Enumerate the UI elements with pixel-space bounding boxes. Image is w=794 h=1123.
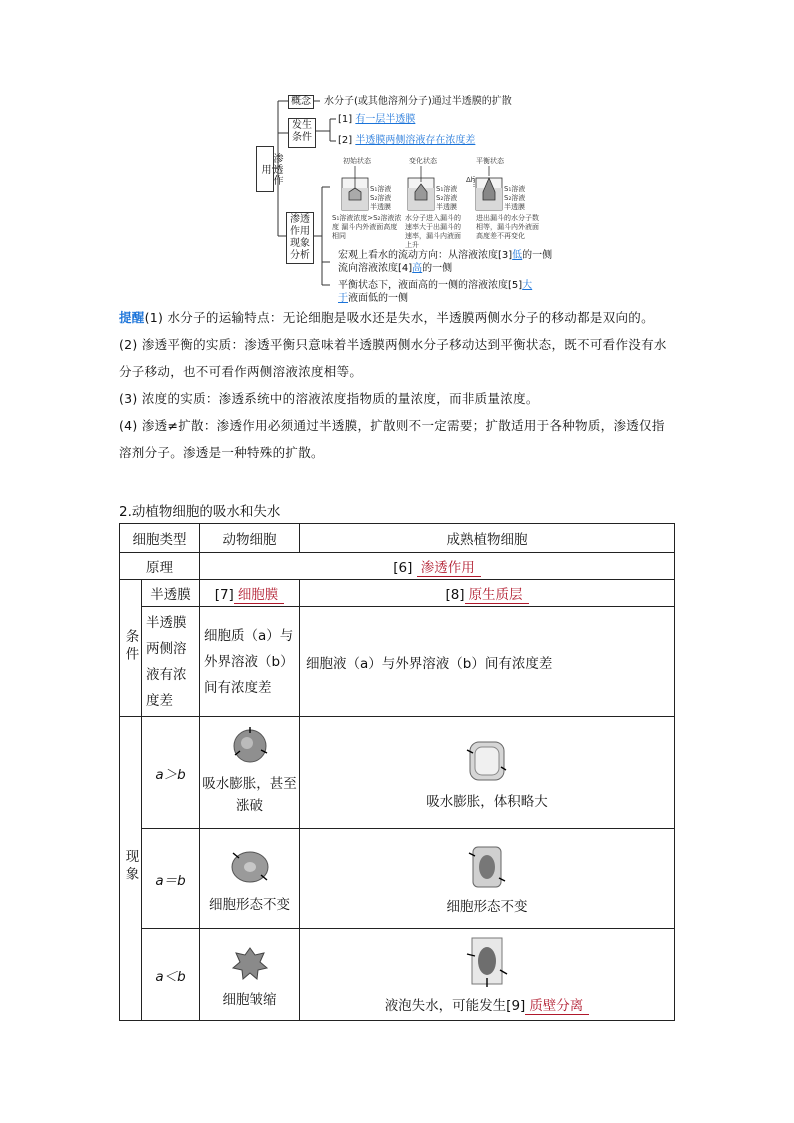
- macro-mid: 的一侧流向溶液浓度[4]: [338, 250, 553, 274]
- diff-label: 半透膜两侧溶液有浓度差: [142, 607, 200, 717]
- plant-plasmolysis-image: [465, 934, 509, 990]
- cond-a-gt-b: a＞b: [142, 717, 200, 829]
- balance-state: [338, 279, 538, 305]
- plant-membrane-num: [8]: [445, 586, 465, 603]
- section-title: 2.动植物细胞的吸水和失水: [119, 504, 281, 520]
- reminder-p1: [119, 304, 675, 331]
- concept-label: 概念: [288, 95, 314, 109]
- principle-num: [6]: [393, 559, 413, 576]
- plant-shrink-text: [300, 994, 674, 1015]
- animal-membrane: [200, 580, 300, 607]
- reminder-p3: (3) 浓度的实质：渗透系统中的溶液浓度指物质的量浓度，而非质量浓度。: [119, 391, 539, 406]
- plant-swollen-cell-image: [464, 736, 510, 786]
- plant-membrane-answer: 原生质层: [465, 583, 529, 604]
- animal-swell-cell: [200, 717, 300, 829]
- beaker-3-labels: [504, 185, 525, 212]
- animal-membrane-answer: 细胞膜: [234, 583, 285, 604]
- balance-prefix: 平衡状态下，液面高的一侧的溶液浓度[5]: [338, 280, 523, 291]
- beaker-1-membrane: 半透膜: [370, 203, 391, 211]
- state-note-change: 水分子进入漏斗的速率大于出漏斗的速率，漏斗内液面上升: [405, 214, 461, 249]
- condition-row-label: [120, 580, 142, 717]
- header-cell-type: 细胞类型: [120, 524, 200, 553]
- condition-item-1: [338, 113, 415, 126]
- state-note-balance: 进出漏斗的水分子数相等，漏斗内外液面高度差不再变化: [476, 214, 539, 240]
- beaker-3-s1: S₁溶液: [504, 185, 526, 193]
- condition-label: 发生条件: [288, 118, 316, 148]
- plant-shrink-prefix: 液泡失水，可能发生[9]: [384, 998, 526, 1014]
- state-note-initial: S₁溶液浓度>S₂溶液浓度 漏斗内外液面高度相同: [332, 214, 402, 240]
- condition-item-2: [338, 134, 475, 147]
- membrane-label: 半透膜: [142, 580, 200, 607]
- condition-num-2: [2]: [338, 135, 353, 146]
- dh-label: Δh: [466, 176, 476, 184]
- plant-shrink-cell: [300, 929, 675, 1021]
- animal-same-cell: [200, 829, 300, 929]
- plant-normal-cell-image: [467, 843, 507, 891]
- reminder-p2: (2) 渗透平衡的实质：渗透平衡只意味着半透膜两侧水分子移动达到平衡状态，既不可看作没有水分子移动，也不可看作两侧溶液浓度相等。: [119, 337, 667, 379]
- phenomenon-label-text: 现象: [122, 849, 139, 884]
- reminder-block: [119, 304, 675, 466]
- analysis-label: 渗透作用现象分析: [286, 212, 314, 264]
- macro-prefix: 宏观上看水的流动方向：从溶液浓度[3]: [338, 250, 513, 261]
- animal-swell-text: 吸水膨胀，甚至涨破: [202, 776, 297, 814]
- balance-answer-5: 大于: [338, 280, 533, 304]
- plant-shrink-answer: 质壁分离: [525, 994, 589, 1015]
- plant-diff: 细胞液（a）与外界溶液（b）间有浓度差: [300, 607, 675, 717]
- balance-suffix: 液面低的一侧: [348, 293, 408, 304]
- beaker-1-s1: S₁溶液: [370, 185, 392, 193]
- beaker-2-s1: S₁溶液: [436, 185, 458, 193]
- principle-answer: 渗透作用: [417, 556, 481, 577]
- condition-num-1: [1]: [338, 114, 353, 125]
- macro-suffix: 的一侧: [422, 263, 453, 274]
- plant-same-text: 细胞形态不变: [446, 898, 528, 915]
- animal-membrane-num: [7]: [214, 586, 234, 603]
- animal-normal-cell-image: [227, 845, 273, 889]
- condition-row-label-text: 条件: [122, 628, 139, 664]
- beaker-3-membrane: 半透膜: [504, 203, 525, 211]
- macro-flow: [338, 249, 558, 275]
- beaker-3-s2: S₂溶液: [504, 194, 526, 202]
- state-title-change: 变化状态: [409, 157, 437, 165]
- header-animal: 动物细胞: [200, 524, 300, 553]
- beaker-2-membrane: 半透膜: [436, 203, 457, 211]
- animal-diff: 细胞质（a）与外界溶液（b）间有浓度差: [200, 607, 300, 717]
- state-title-initial: 初始状态: [343, 157, 371, 165]
- reminder-p4: (4) 渗透≠扩散：渗透作用必须通过半透膜，扩散则不一定需要；扩散适用于各种物质，渗透仅指溶剂分子。渗透是一种特殊的扩散。: [119, 418, 665, 460]
- root-label: 渗透作用: [259, 152, 282, 186]
- animal-same-text: 细胞形态不变: [209, 896, 290, 913]
- reminder-p1-text: (1) 水分子的运输特点：无论细胞是吸水还是失水，半透膜两侧水分子的移动都是双向的。: [144, 310, 654, 325]
- header-plant: 成熟植物细胞: [300, 524, 675, 553]
- principle-label: 原理: [120, 553, 200, 580]
- macro-answer-4: 高: [412, 263, 423, 274]
- cell-water-table: [119, 523, 675, 1021]
- animal-swollen-cell-image: [227, 723, 273, 769]
- macro-answer-3: 低: [512, 250, 523, 261]
- state-title-balance: 平衡状态: [476, 157, 504, 165]
- beaker-1-s2: S₂溶液: [370, 194, 392, 202]
- plant-membrane: [300, 580, 675, 607]
- animal-shrunken-cell-image: [227, 942, 273, 984]
- cond-a-lt-b: a＜b: [142, 929, 200, 1021]
- principle-value: [200, 553, 675, 580]
- plant-swell-cell: [300, 717, 675, 829]
- reminder-title: 提醒: [119, 310, 145, 325]
- cond-a-eq-b: a＝b: [142, 829, 200, 929]
- condition-answer-2: 半透膜两侧溶液存在浓度差: [355, 135, 476, 146]
- beaker-2-s2: S₂溶液: [436, 194, 458, 202]
- concept-text: 水分子(或其他溶剂分子)通过半透膜的扩散: [324, 96, 512, 107]
- beaker-2-labels: [436, 185, 457, 212]
- beaker-1-labels: [370, 185, 391, 212]
- plant-same-cell: [300, 829, 675, 929]
- plant-swell-text: 吸水膨胀，体积略大: [426, 793, 548, 810]
- animal-shrink-cell: [200, 929, 300, 1021]
- phenomenon-label: [120, 717, 142, 1021]
- animal-shrink-text: 细胞皱缩: [222, 991, 277, 1008]
- condition-answer-1: 有一层半透膜: [355, 114, 416, 125]
